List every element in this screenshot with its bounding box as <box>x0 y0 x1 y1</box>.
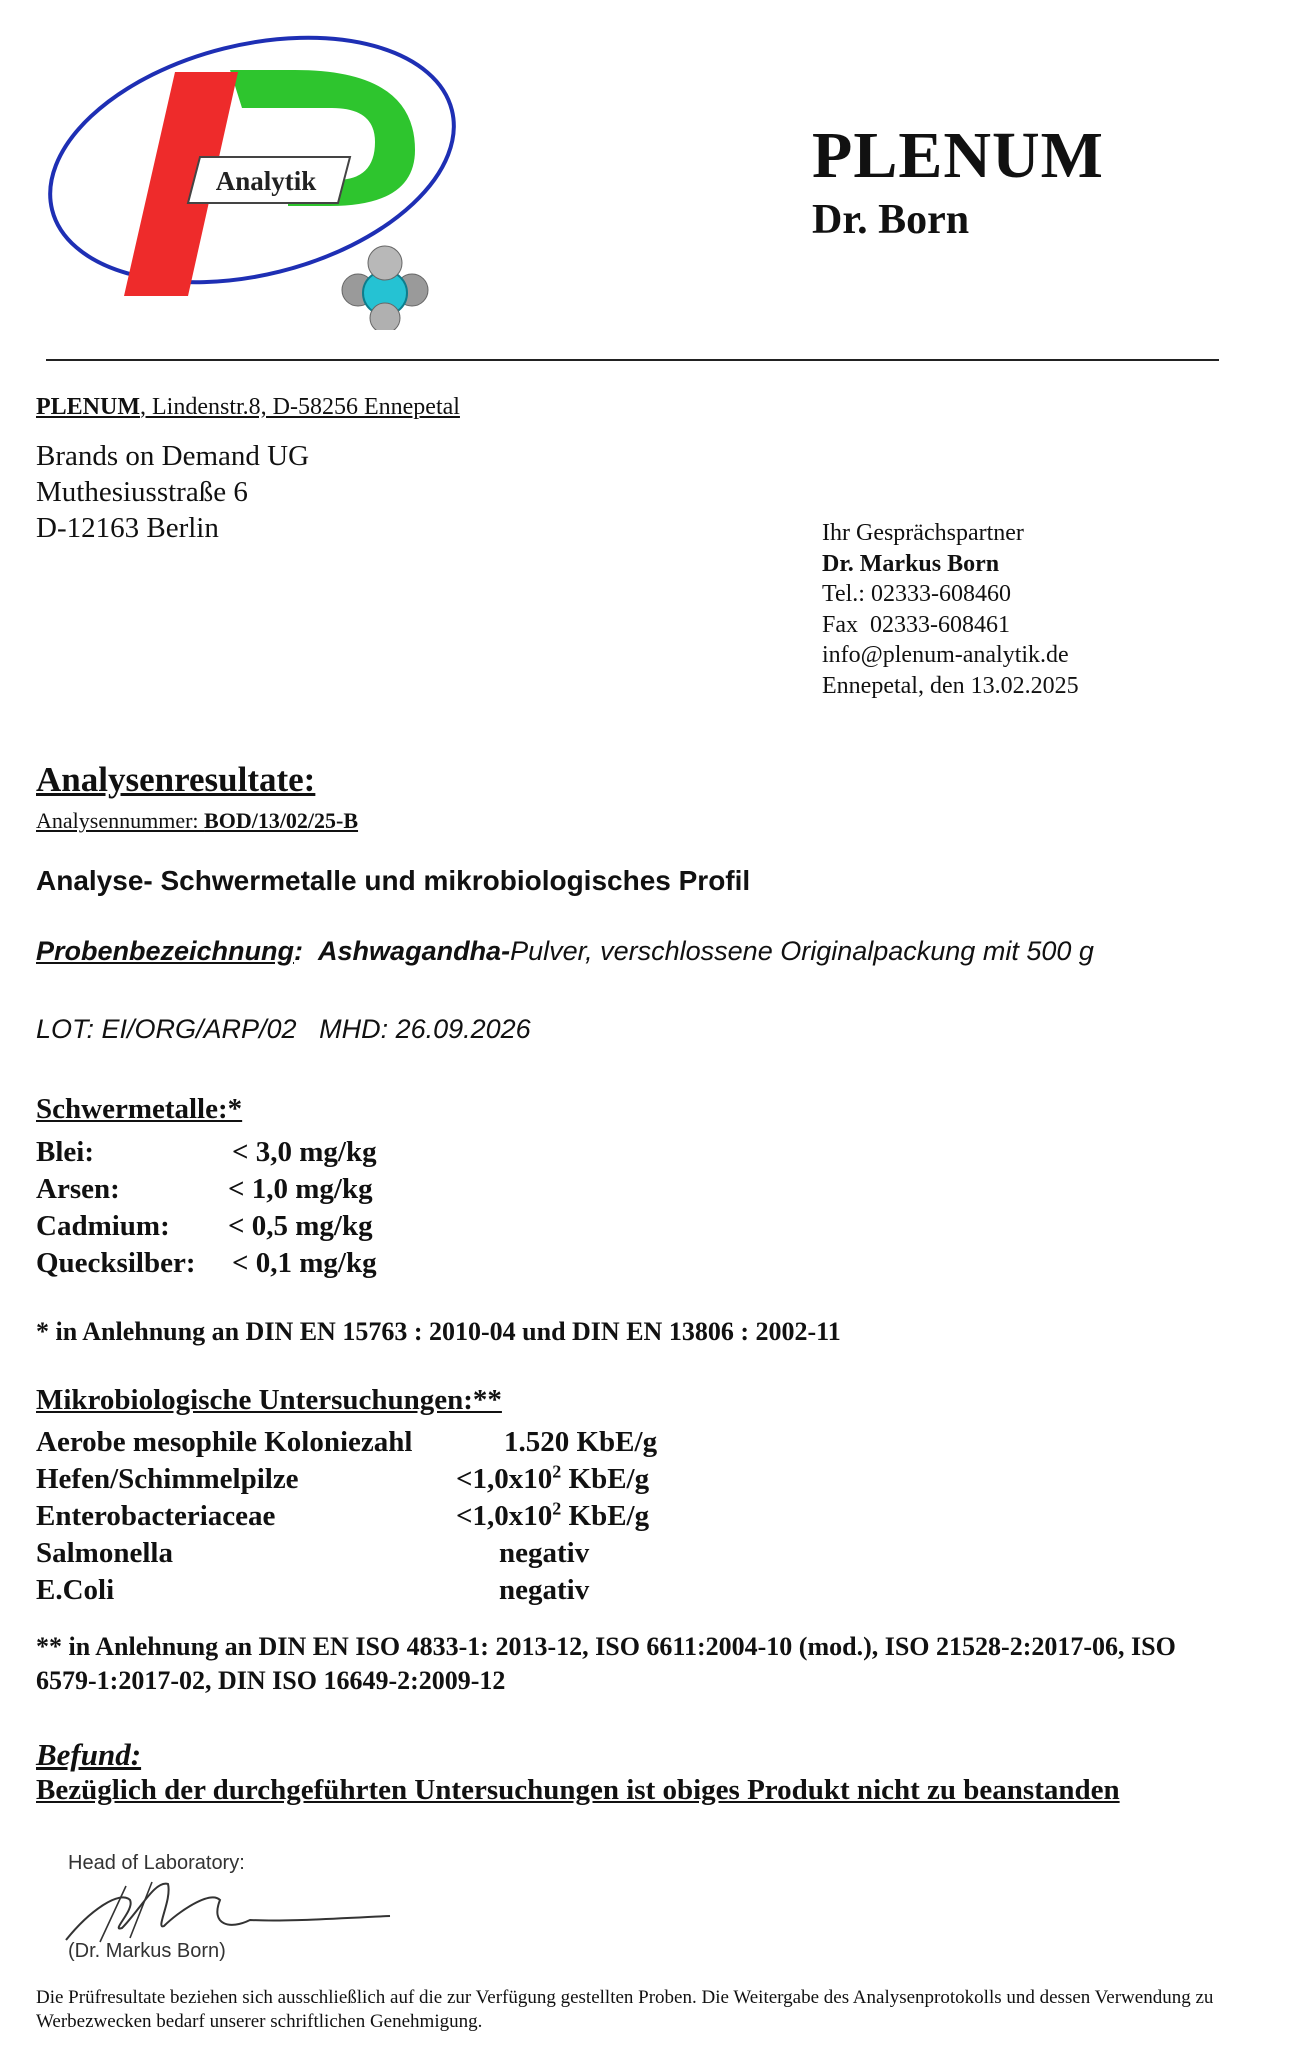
micro-label: E.Coli <box>36 1574 115 1606</box>
brand-subtitle: Dr. Born <box>812 197 970 243</box>
metal-label: Quecksilber: <box>36 1247 196 1279</box>
metal-value: < 1,0 mg/kg <box>228 1173 373 1205</box>
microbiology-footnote: ** in Anlehnung an DIN EN ISO 4833-1: 2013-12, ISO 6611:2004-10 (mod.), ISO 21528-2:2017-06, ISO 6579-1:2017-02, DIN ISO 16649-2:2009-12 <box>36 1632 1176 1695</box>
metal-value: < 3,0 mg/kg <box>232 1136 377 1168</box>
metal-value: < 0,5 mg/kg <box>228 1210 373 1242</box>
contact-label: Ihr Gesprächspartner <box>822 520 1024 546</box>
contact-fax: Fax 02333-608461 <box>822 611 1010 638</box>
footer-disclaimer: Die Prüfresultate beziehen sich ausschließlich auf die zur Verfügung gestellten Proben. Die Weitergabe des Analysenprotokolls und dessen Verwendung zu Werbezwecken bedarf unserer schriftlichen Genehmigung. <box>36 1987 1214 2032</box>
analysis-title: Analysenresultate: <box>36 760 316 799</box>
document-date: Ennepetal, den 13.02.2025 <box>822 672 1079 699</box>
metal-label: Blei: <box>36 1136 94 1168</box>
micro-value: $<1,0x10^2$ KbE/g <box>456 1461 650 1495</box>
contact-email: info@plenum-analytik.de <box>822 642 1069 668</box>
logo-analytik-text: Analytik <box>215 166 317 196</box>
contact-name: Dr. Markus Born <box>822 550 1000 577</box>
metal-label: Arsen: <box>36 1173 120 1205</box>
micro-row <box>36 1535 936 1571</box>
recipient-line-1: Brands on Demand UG <box>36 440 310 472</box>
microbiology-title: Mikrobiologische Untersuchungen:** <box>36 1384 502 1416</box>
result-text: Bezüglich der durchgeführten Untersuchungen ist obiges Produkt nicht zu beanstanden <box>36 1774 1120 1806</box>
recipient-address <box>36 438 309 546</box>
analysis-number: BOD/13/02/25-B <box>204 808 359 833</box>
micro-row <box>36 1461 936 1497</box>
signature-name: (Dr. Markus Born) <box>68 1940 226 1962</box>
sample-colon: : <box>294 936 304 966</box>
lot-info: LOT: EI/ORG/ARP/02 MHD: 26.09.2026 <box>36 1014 531 1044</box>
micro-value: negativ <box>499 1574 590 1606</box>
handwritten-signature <box>60 1870 400 1950</box>
analysis-number-line <box>36 808 358 834</box>
contact-tel: Tel.: 02333-608460 <box>822 581 1011 607</box>
micro-row <box>36 1424 936 1460</box>
result-title: Befund: <box>36 1737 142 1772</box>
header-divider <box>46 359 1219 361</box>
micro-value: $<1,0x10^2$ KbE/g <box>456 1498 650 1532</box>
sender-address: , Lindenstr.8, D-58256 Ennepetal <box>140 394 460 420</box>
micro-value: negativ <box>499 1537 590 1569</box>
micro-row <box>36 1498 936 1534</box>
recipient-line-3: D-12163 Berlin <box>36 512 219 544</box>
micro-label: Enterobacteriaceae <box>36 1500 276 1532</box>
sender-address-line <box>36 394 460 421</box>
analysis-number-label: Analysennummer: <box>36 808 205 833</box>
molecule-icon <box>342 246 428 330</box>
sample-description <box>36 936 1094 967</box>
recipient-line-2: Muthesiusstraße 6 <box>36 476 248 508</box>
micro-row <box>36 1572 936 1608</box>
sender-name: PLENUM <box>36 394 140 420</box>
heavy-metals-footnote: * in Anlehnung an DIN EN 15763 : 2010-04 und DIN EN 13806 : 2002-11 <box>36 1317 841 1346</box>
brand-name: PLENUM <box>812 119 1104 192</box>
heavy-metals-title: Schwermetalle:* <box>36 1093 243 1125</box>
micro-label: Aerobe mesophile Koloniezahl <box>36 1426 413 1458</box>
signature-heading: Head of Laboratory: <box>68 1852 245 1874</box>
analysis-profile: Analyse- Schwermetalle und mikrobiologisches Profil <box>36 865 751 896</box>
sample-name: Ashwagandha- <box>318 936 511 966</box>
micro-label: Hefen/Schimmelpilze <box>36 1463 299 1495</box>
contact-block <box>822 518 1079 701</box>
metal-value: < 0,1 mg/kg <box>232 1247 377 1279</box>
metal-label: Cadmium: <box>36 1210 170 1242</box>
plenum-analytik-logo <box>40 10 480 330</box>
micro-label: Salmonella <box>36 1537 173 1569</box>
sample-label: Probenbezeichnung <box>36 936 295 966</box>
micro-value: 1.520 KbE/g <box>504 1426 658 1458</box>
sample-detail: Pulver, verschlossene Originalpackung mit 500 g <box>510 936 1094 966</box>
